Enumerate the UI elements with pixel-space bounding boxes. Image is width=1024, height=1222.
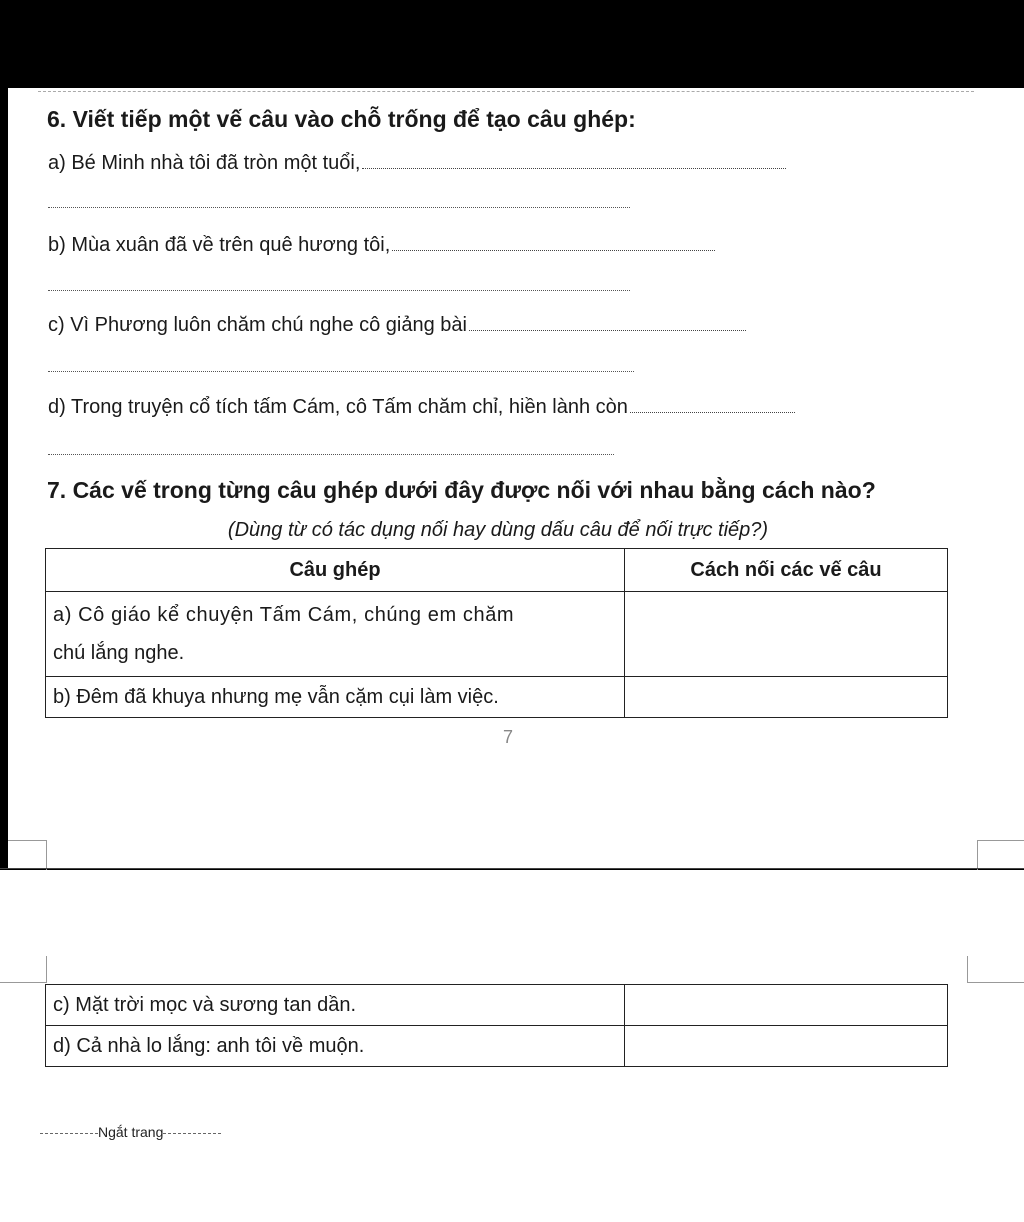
table-row: [46, 677, 948, 718]
crop-mark-bottom-right: [967, 956, 1024, 983]
q6-item-d: [48, 396, 795, 419]
q6-item-b: [48, 234, 715, 257]
page-break-label: Ngắt trang: [98, 1124, 164, 1140]
q6-item-a-blank-line[interactable]: [48, 207, 630, 208]
row-a-sentence: [46, 592, 625, 677]
table-row: [46, 985, 948, 1026]
row-c-sentence: c) Mặt trời mọc và sương tan dần.: [46, 985, 625, 1026]
q7-table-part2: [45, 984, 948, 1067]
question-7-subtitle: (Dùng từ có tác dụng nối hay dùng dấu câu để nối trực tiếp?): [227, 519, 769, 541]
q6-item-a: [48, 152, 786, 175]
q6-item-c-blank-line[interactable]: [48, 371, 634, 372]
page-break-dash-left: [40, 1133, 98, 1134]
question-7-title: 7. Các vế trong từng câu ghép dưới đây được nối với nhau bằng cách nào?: [47, 477, 876, 503]
page-separator: [0, 868, 1024, 869]
page-break-marker: [40, 1124, 221, 1140]
crop-mark-top-right: [977, 840, 1024, 870]
row-a-answer-cell[interactable]: [625, 592, 948, 677]
q6-item-d-blank[interactable]: [630, 411, 795, 413]
q6-item-a-text: a) Bé Minh nhà tôi đã tròn một tuổi,: [48, 152, 361, 174]
row-a-line-1: a) Cô giáo kể chuyện Tấm Cám, chúng em chăm: [53, 604, 515, 626]
row-b-sentence: b) Đêm đã khuya nhưng mẹ vẫn cặm cụi làm việc.: [46, 677, 625, 718]
question-6-title: 6. Viết tiếp một vế câu vào chỗ trống để tạo câu ghép:: [47, 106, 636, 132]
header-cau-ghep: Câu ghép: [46, 549, 625, 592]
row-a-line-2: chú lắng nghe.: [53, 642, 185, 664]
header-cach-noi: Cách nối các vế câu: [625, 549, 948, 592]
q6-item-c-text: c) Vì Phương luôn chăm chú nghe cô giảng bài: [48, 314, 467, 336]
q6-item-c: [48, 314, 746, 337]
document-page-2: [0, 870, 1024, 1222]
q6-item-b-text: b) Mùa xuân đã về trên quê hương tôi,: [48, 234, 391, 256]
q6-item-a-blank[interactable]: [362, 167, 786, 169]
row-c-answer-cell[interactable]: [625, 985, 948, 1026]
table-row: [46, 592, 948, 677]
q6-item-d-blank-line[interactable]: [48, 454, 614, 455]
document-page-1: [8, 88, 1024, 869]
q6-item-c-blank[interactable]: [469, 329, 746, 331]
page-break-dash-right: [163, 1133, 221, 1134]
row-d-sentence: d) Cả nhà lo lắng: anh tôi về muộn.: [46, 1026, 625, 1067]
crop-mark-top-left: [8, 840, 47, 870]
page-number: 7: [502, 727, 513, 747]
crop-mark-bottom-left: [0, 956, 47, 983]
q7-table-part1: [45, 548, 948, 718]
q6-item-b-blank[interactable]: [392, 249, 715, 251]
q6-item-d-text: d) Trong truyện cổ tích tấm Cám, cô Tấm chăm chỉ, hiền lành còn: [48, 396, 628, 418]
row-b-answer-cell[interactable]: [625, 677, 948, 718]
q6-item-b-blank-line[interactable]: [48, 290, 630, 291]
top-dashed-rule: [38, 91, 974, 92]
table-row: [46, 1026, 948, 1067]
row-d-answer-cell[interactable]: [625, 1026, 948, 1067]
